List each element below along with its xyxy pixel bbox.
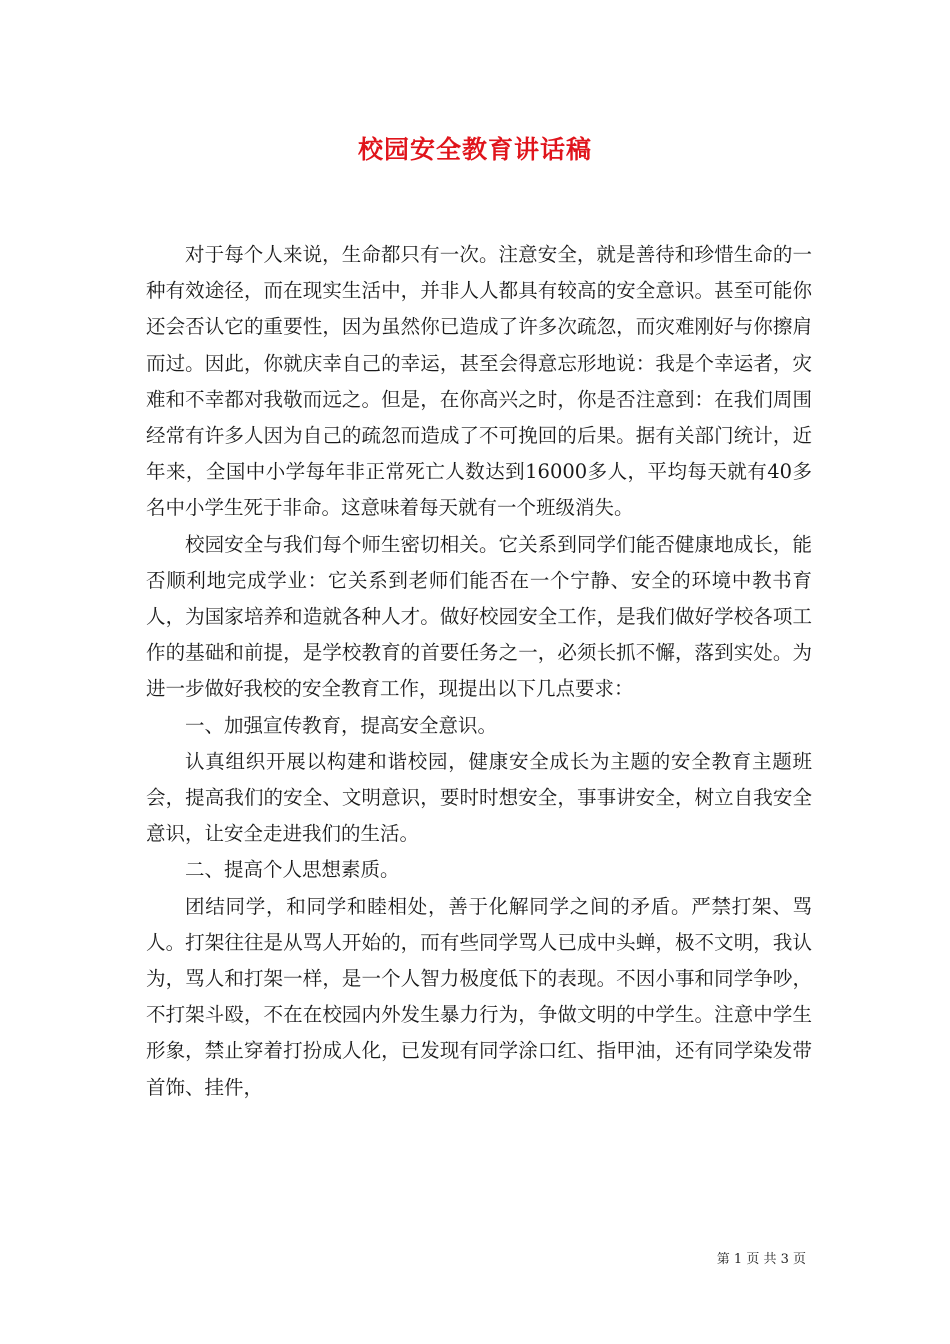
page-number-label: 第 1 页 共 3 页 — [716, 1252, 806, 1267]
paragraph: 对于每个人来说，生命都只有一次。注意安全，就是善待和珍惜生命的一种有效途径，而在现实生活中，并非人人都具有较高的安全意识。甚至可能你还会否认它的重要性，因为虽然你已造成了许多次疏忽，而灾难刚好与你擦肩而过。因此，你就庆幸自己的幸运，甚至会得意忘形地说：我是个幸运者，灾难和不幸都对我敬而远之。但是，在你高兴之时，你是否注意到：在我们周围经常有许多人因为自己的疏忽而造成了不可挽回的后果。据有关部门统计，近年来，全国中小学每年非正常死亡人数达到16000多人，平均每天就有40多名中小学生死于非命。这意味着每天就有一个班级消失。 — [146, 243, 812, 520]
section-heading: 二、提高个人思想素质。 — [185, 858, 400, 882]
paragraph: 校园安全与我们每个师生密切相关。它关系到同学们能否健康地成长，能否顺利地完成学业：它关系到老师们能否在一个宁静、安全的环境中教书育人，为国家培养和造就各种人才。做好校园安全工作，是我们做好学校各项工作的基础和前提，是学校教育的首要任务之一，必须长抓不懈，落到实处。为进一步做好我校的安全教育工作，现提出以下几点要求： — [146, 532, 812, 701]
page-footer — [717, 1248, 806, 1267]
document-body — [146, 237, 812, 1106]
paragraph: 认真组织开展以构建和谐校园，健康安全成长为主题的安全教育主题班会，提高我们的安全、文明意识，要时时想安全，事事讲安全，树立自我安全意识，让安全走进我们的生活。 — [146, 749, 812, 846]
section-heading: 一、加强宣传教育，提高安全意识。 — [185, 713, 498, 737]
paragraph: 团结同学，和同学和睦相处，善于化解同学之间的矛盾。严禁打架、骂人。打架往往是从骂人开始的，而有些同学骂人已成中头蝉，极不文明，我认为，骂人和打架一样，是一个人智力极度低下的表现。不因小事和同学争吵，不打架斗殴，不在在校园内外发生暴力行为，争做文明的中学生。注意中学生形象，禁止穿着打扮成人化，已发现有同学涂口红、指甲油，还有同学染发带首饰、挂件， — [146, 894, 812, 1099]
document-title: 校园安全教育讲话稿 — [357, 135, 592, 164]
